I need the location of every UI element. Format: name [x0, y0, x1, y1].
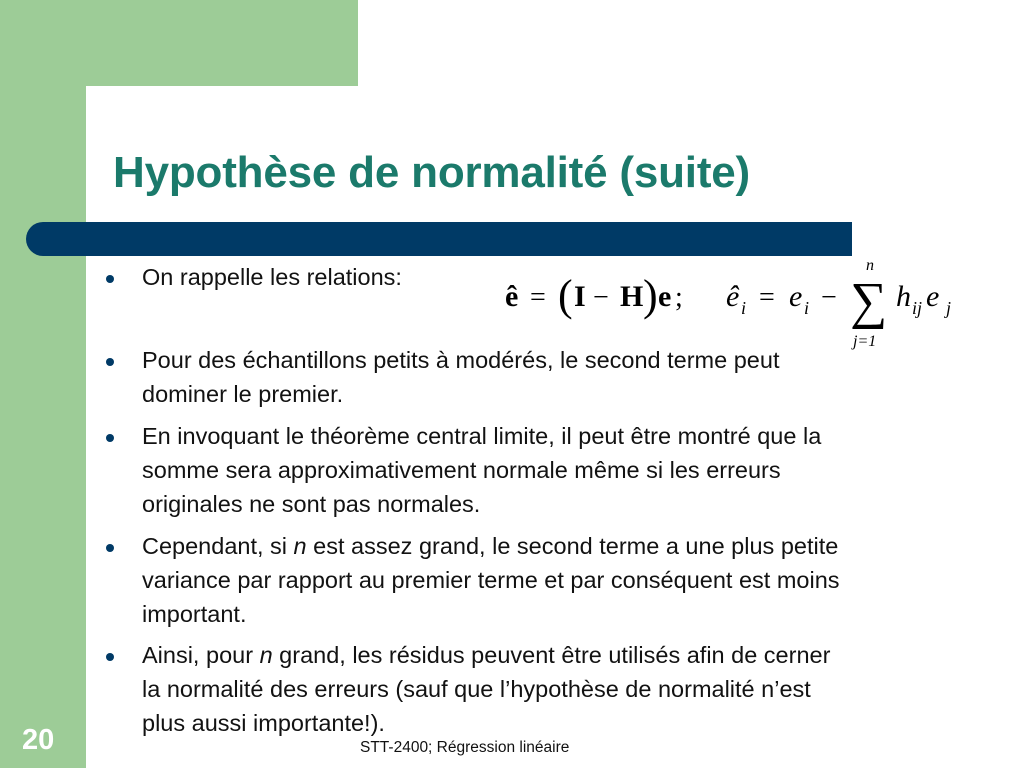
hat-matrix-H: H	[620, 280, 644, 313]
bullet-dot	[106, 653, 114, 661]
left-green-band	[0, 0, 86, 768]
top-green-band	[0, 0, 358, 86]
e-i: e	[789, 280, 803, 313]
sum-upper-limit: n	[866, 258, 874, 274]
bullet-line: la normalité des erreurs (sauf que l’hypothèse de normalité n’est	[142, 676, 811, 702]
bullet-dot	[106, 434, 114, 442]
bullet-line: On rappelle les relations:	[142, 264, 402, 290]
bullet-line	[142, 529, 992, 563]
bullet-line: plus aussi importante!).	[142, 710, 385, 736]
text-fragment: Ainsi, pour	[142, 642, 260, 668]
page-number: 20	[22, 724, 55, 756]
vector-e-hat: ê	[505, 280, 519, 313]
e-hat-i: ê	[726, 280, 740, 313]
bullet-line: Pour des échantillons petits à modérés, le second terme peut	[142, 347, 780, 373]
minus-sign: −	[821, 282, 837, 313]
bullet-dot	[106, 358, 114, 366]
text-fragment: est assez grand, le second terme a une plus petite	[306, 533, 839, 559]
sum-lower-limit: j=1	[853, 333, 877, 350]
minus-sign: −	[593, 282, 609, 313]
right-paren: )	[643, 271, 658, 320]
text-fragment: Cependant, si	[142, 533, 294, 559]
bullet-dot	[106, 275, 114, 283]
title-underline-bar	[26, 222, 852, 256]
identity-matrix-I: I	[574, 280, 586, 313]
left-paren: (	[558, 271, 573, 320]
summation-sign: ∑	[850, 273, 888, 330]
bullet-dot	[106, 544, 114, 552]
slide-title: Hypothèse de normalité (suite)	[113, 148, 751, 197]
subscript-i: i	[741, 298, 747, 318]
variable-n: n	[259, 642, 273, 668]
bullet-line: En invoquant le théorème central limite, il peut être montré que la	[142, 423, 822, 449]
semicolon: ;	[675, 282, 683, 313]
slide-footer: STT-2400; Régression linéaire	[360, 739, 570, 756]
bullet-line	[142, 638, 992, 672]
subscript-i: i	[804, 298, 810, 318]
e-j: e	[926, 280, 940, 313]
bullet-line: important.	[142, 601, 247, 627]
text-fragment: grand, les résidus peuvent être utilisés afin de cerner	[272, 642, 831, 668]
vector-e: e	[658, 280, 672, 313]
subscript-ij: ij	[912, 298, 923, 318]
bullet-line: originales ne sont pas normales.	[142, 491, 481, 517]
residual-equation	[503, 258, 973, 350]
h: h	[896, 280, 911, 313]
variable-n: n	[293, 533, 307, 559]
equals-sign: =	[530, 282, 546, 313]
bullet-line: dominer le premier.	[142, 381, 344, 407]
bullet-line: variance par rapport au premier terme et par conséquent est moins	[142, 567, 840, 593]
equals-sign: =	[759, 282, 775, 313]
subscript-j: j	[946, 298, 952, 318]
bullet-line: somme sera approximativement normale même si les erreurs	[142, 457, 781, 483]
